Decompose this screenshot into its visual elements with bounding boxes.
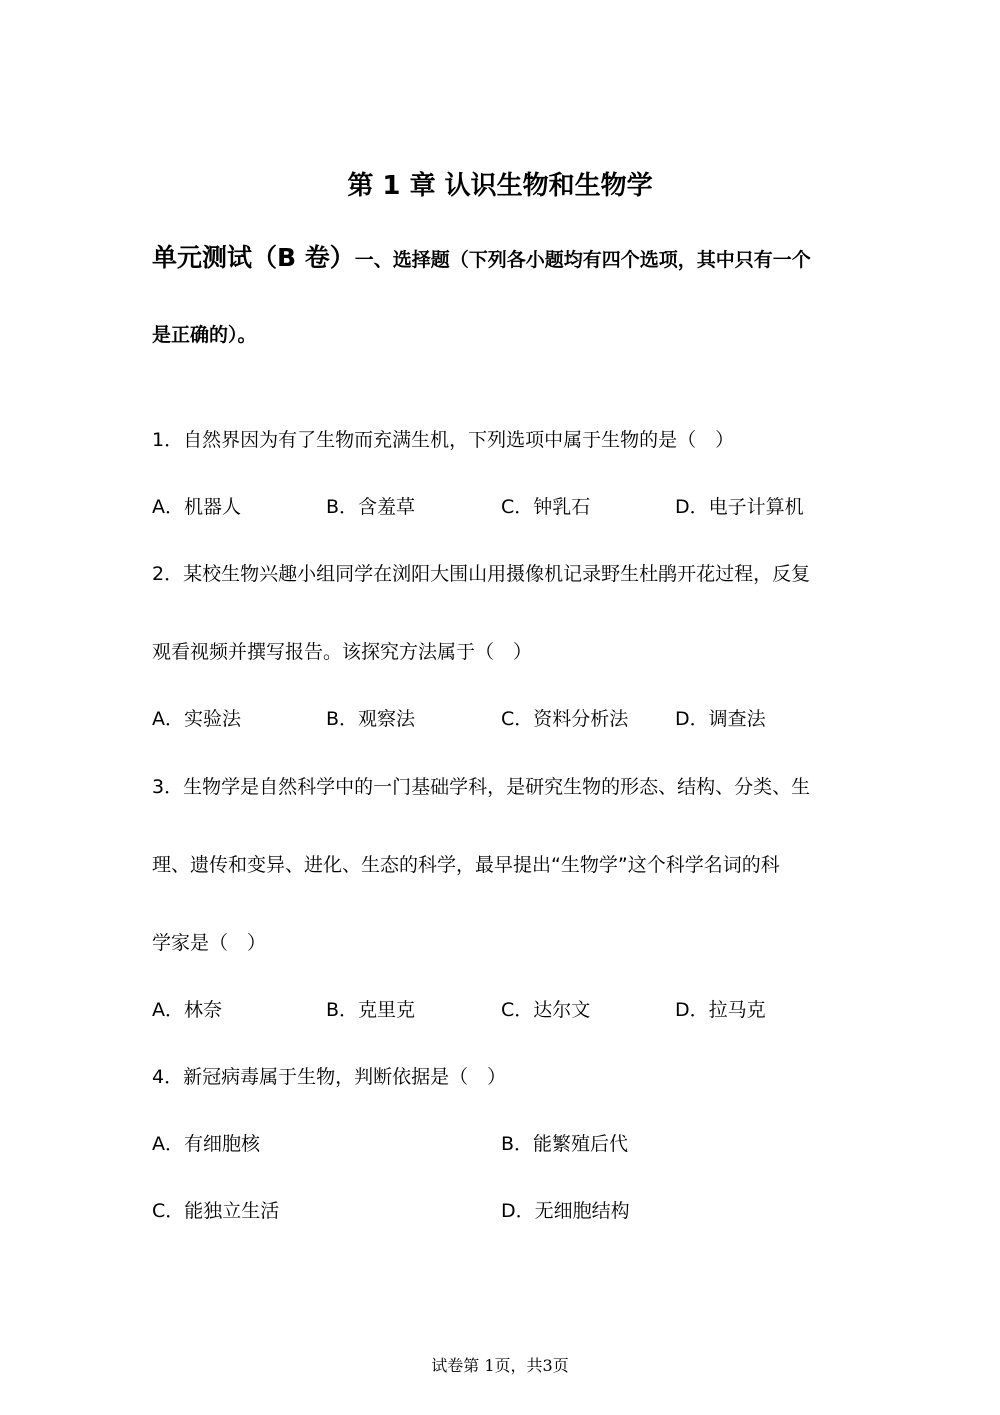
instruction-text-continued: 是正确的）。 — [152, 324, 257, 346]
question-3-option-b: B．克里克 — [326, 999, 416, 1021]
question-2-option-c: C．资料分析法 — [501, 708, 629, 730]
question-3-option-a: A．林奈 — [152, 999, 222, 1021]
question-1-option-c: C．钟乳石 — [501, 496, 591, 518]
page-footer: 试卷第 1页，共3页 — [431, 1356, 569, 1375]
question-1-option-b: B．含羞草 — [326, 496, 416, 518]
question-4-option-a: A．有细胞核 — [152, 1133, 260, 1155]
question-2-line-1: 2．某校生物兴趣小组同学在浏阳大围山用摄像机记录野生杜鹃开花过程，反复 — [152, 563, 811, 585]
instruction-text: 一、选择题（下列各小题均有四个选项，其中只有一个 — [354, 249, 811, 271]
document-title: 第 1 章 认识生物和生物学 — [347, 171, 653, 201]
question-4-option-d: D．无细胞结构 — [501, 1200, 630, 1222]
question-2-option-d: D．调查法 — [675, 708, 766, 730]
question-3-line-3: 学家是（ ） — [152, 932, 267, 954]
question-2-line-2: 观看视频并撰写报告。该探究方法属于（ ） — [152, 641, 533, 663]
section-heading — [152, 238, 811, 281]
question-4-option-b: B．能繁殖后代 — [501, 1133, 629, 1155]
question-3-line-2: 理、遗传和变异、进化、生态的科学，最早提出“生物学”这个科学名词的科 — [152, 854, 780, 876]
question-4-option-c: C．能独立生活 — [152, 1200, 280, 1222]
question-1-line-1: 1．自然界因为有了生物而充满生机，下列选项中属于生物的是（ ） — [152, 429, 735, 451]
unit-label: 单元测试（B 卷） — [152, 243, 355, 272]
question-2-option-a: A．实验法 — [152, 708, 241, 730]
question-4-line-1: 4．新冠病毒属于生物，判断依据是（ ） — [152, 1066, 507, 1088]
question-1-option-a: A．机器人 — [152, 496, 241, 518]
question-3-option-c: C．达尔文 — [501, 999, 591, 1021]
question-1-option-d: D．电子计算机 — [675, 496, 804, 518]
question-2-option-b: B．观察法 — [326, 708, 416, 730]
question-3-option-d: D．拉马克 — [675, 999, 766, 1021]
question-3-line-1: 3．生物学是自然科学中的一门基础学科，是研究生物的形态、结构、分类、生 — [152, 776, 811, 798]
